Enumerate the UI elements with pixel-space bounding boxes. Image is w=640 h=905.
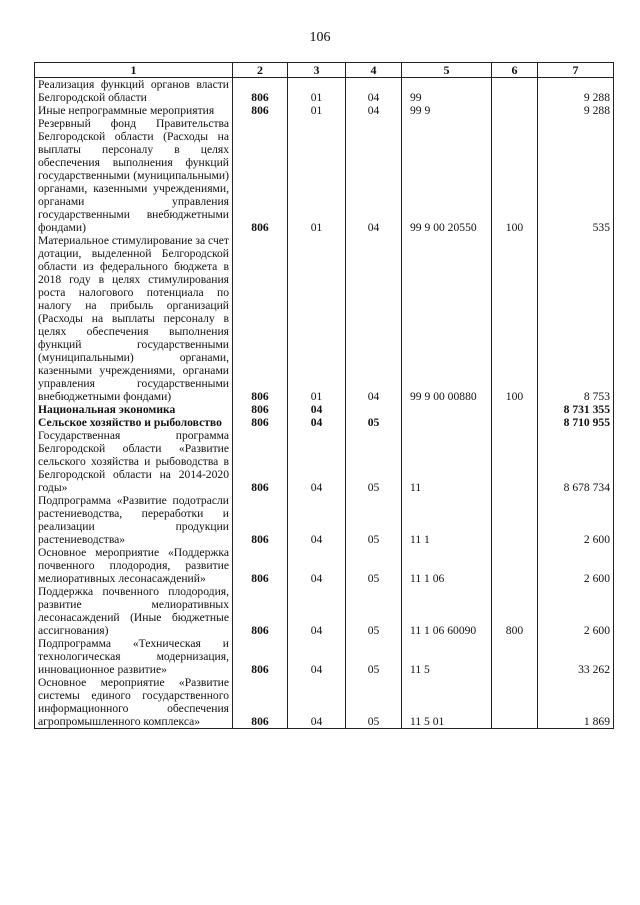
row-name-cell: Поддержка почвенного плодородия, развитие мелиоративных лесонасаждений (Иные бюджетные ассигнования) xyxy=(35,585,233,637)
table-row xyxy=(35,494,614,546)
row-name-cell: Национальная экономика xyxy=(35,403,233,416)
budget-table xyxy=(34,62,614,729)
row-target-cell: 11 5 01 xyxy=(402,676,492,729)
row-target-cell: 99 9 00 00880 xyxy=(402,234,492,403)
row-name-cell: Сельское хозяйство и рыболовство xyxy=(35,416,233,429)
row-name-cell: Основное мероприятие «Поддержка почвенного плодородия, развитие мелиоративных лесонасаждений» xyxy=(35,546,233,585)
row-target-cell: 11 5 xyxy=(402,637,492,676)
row-type-cell xyxy=(492,403,538,416)
table-row xyxy=(35,546,614,585)
row-subsection-cell: 05 xyxy=(346,585,402,637)
row-target-cell: 11 1 xyxy=(402,494,492,546)
row-type-cell xyxy=(492,494,538,546)
table-row xyxy=(35,585,614,637)
row-subsection-cell: 05 xyxy=(346,546,402,585)
row-sum-cell: 9 288 xyxy=(538,78,614,105)
row-name-cell: Подпрограмма «Техническая и технологическая модернизация, инновационное развитие» xyxy=(35,637,233,676)
row-code-cell: 806 xyxy=(233,429,288,494)
row-code-cell: 806 xyxy=(233,637,288,676)
row-code-cell: 806 xyxy=(233,494,288,546)
row-target-cell xyxy=(402,403,492,416)
column-header: 6 xyxy=(492,63,538,78)
page-number: 106 xyxy=(309,30,331,45)
table-row xyxy=(35,104,614,117)
row-subsection-cell: 04 xyxy=(346,104,402,117)
column-header: 5 xyxy=(402,63,492,78)
row-name-cell: Основное мероприятие «Развитие системы единого государственного информационного обеспечения агропромышленного комплекса» xyxy=(35,676,233,729)
row-sum-cell: 2 600 xyxy=(538,546,614,585)
row-sum-cell: 33 262 xyxy=(538,637,614,676)
row-subsection-cell: 04 xyxy=(346,117,402,234)
column-header: 4 xyxy=(346,63,402,78)
row-type-cell xyxy=(492,637,538,676)
row-code-cell: 806 xyxy=(233,78,288,105)
row-type-cell xyxy=(492,676,538,729)
row-name-cell: Иные непрограммные мероприятия xyxy=(35,104,233,117)
table-row xyxy=(35,78,614,105)
row-type-cell: 100 xyxy=(492,234,538,403)
row-name-cell: Государственная программа Белгородской области «Развитие сельского хозяйства и рыбоводства в Белгородской области на 2014-2020 годы» xyxy=(35,429,233,494)
row-section-cell: 01 xyxy=(288,104,346,117)
table-row xyxy=(35,416,614,429)
row-code-cell: 806 xyxy=(233,546,288,585)
row-target-cell: 11 1 06 xyxy=(402,546,492,585)
row-section-cell: 04 xyxy=(288,637,346,676)
row-code-cell: 806 xyxy=(233,117,288,234)
row-sum-cell: 8 710 955 xyxy=(538,416,614,429)
row-subsection-cell: 04 xyxy=(346,78,402,105)
row-section-cell: 04 xyxy=(288,403,346,416)
table-row xyxy=(35,429,614,494)
row-section-cell: 04 xyxy=(288,416,346,429)
row-type-cell xyxy=(492,546,538,585)
row-target-cell: 99 xyxy=(402,78,492,105)
table-row xyxy=(35,676,614,729)
row-target-cell: 11 1 06 60090 xyxy=(402,585,492,637)
row-section-cell: 01 xyxy=(288,117,346,234)
row-section-cell: 04 xyxy=(288,546,346,585)
row-subsection-cell: 05 xyxy=(346,429,402,494)
row-sum-cell: 2 600 xyxy=(538,494,614,546)
row-type-cell xyxy=(492,78,538,105)
row-target-cell xyxy=(402,416,492,429)
column-header: 1 xyxy=(35,63,233,78)
row-sum-cell: 1 869 xyxy=(538,676,614,729)
row-section-cell: 01 xyxy=(288,234,346,403)
row-sum-cell: 8 678 734 xyxy=(538,429,614,494)
row-section-cell: 04 xyxy=(288,585,346,637)
row-section-cell: 01 xyxy=(288,78,346,105)
row-sum-cell: 9 288 xyxy=(538,104,614,117)
column-header: 2 xyxy=(233,63,288,78)
table-row xyxy=(35,637,614,676)
row-name-cell: Материальное стимулирование за счет дотации, выделенной Белгородской области из федерального бюджета в 2018 году в целях стимулирования роста налогового потенциала по налогу на прибыль организаций (Расходы на выплаты персоналу в целях обеспечения выполнения функций государственными (муниципальными) органами, казенными учреждениями, органами управления государственными внебюджетными фондами) xyxy=(35,234,233,403)
row-section-cell: 04 xyxy=(288,676,346,729)
row-target-cell: 99 9 00 20550 xyxy=(402,117,492,234)
row-name-cell: Подпрограмма «Развитие подотрасли растениеводства, переработки и реализации продукции растениеводства» xyxy=(35,494,233,546)
row-section-cell: 04 xyxy=(288,429,346,494)
row-code-cell: 806 xyxy=(233,403,288,416)
row-type-cell xyxy=(492,416,538,429)
row-subsection-cell: 05 xyxy=(346,494,402,546)
row-name-cell: Резервный фонд Правительства Белгородской области (Расходы на выплаты персоналу в целях обеспечения выполнения функций государственными (муниципальными) органами, казенными учреждениями, органами управления государственными внебюджетными фондами) xyxy=(35,117,233,234)
row-name-cell: Реализация функций органов власти Белгородской области xyxy=(35,78,233,105)
column-header: 3 xyxy=(288,63,346,78)
row-sum-cell: 535 xyxy=(538,117,614,234)
row-section-cell: 04 xyxy=(288,494,346,546)
column-header: 7 xyxy=(538,63,614,78)
row-type-cell: 100 xyxy=(492,117,538,234)
row-code-cell: 806 xyxy=(233,676,288,729)
row-subsection-cell: 04 xyxy=(346,234,402,403)
row-target-cell: 11 xyxy=(402,429,492,494)
table-row xyxy=(35,117,614,234)
row-subsection-cell: 05 xyxy=(346,416,402,429)
row-subsection-cell xyxy=(346,403,402,416)
row-sum-cell: 8 753 xyxy=(538,234,614,403)
row-code-cell: 806 xyxy=(233,234,288,403)
row-code-cell: 806 xyxy=(233,104,288,117)
row-sum-cell: 2 600 xyxy=(538,585,614,637)
row-type-cell xyxy=(492,104,538,117)
row-sum-cell: 8 731 355 xyxy=(538,403,614,416)
table-row xyxy=(35,403,614,416)
row-subsection-cell: 05 xyxy=(346,676,402,729)
row-target-cell: 99 9 xyxy=(402,104,492,117)
row-code-cell: 806 xyxy=(233,585,288,637)
row-code-cell: 806 xyxy=(233,416,288,429)
row-subsection-cell: 05 xyxy=(346,637,402,676)
row-type-cell: 800 xyxy=(492,585,538,637)
row-type-cell xyxy=(492,429,538,494)
table-row xyxy=(35,234,614,403)
table-header-row xyxy=(35,63,614,78)
